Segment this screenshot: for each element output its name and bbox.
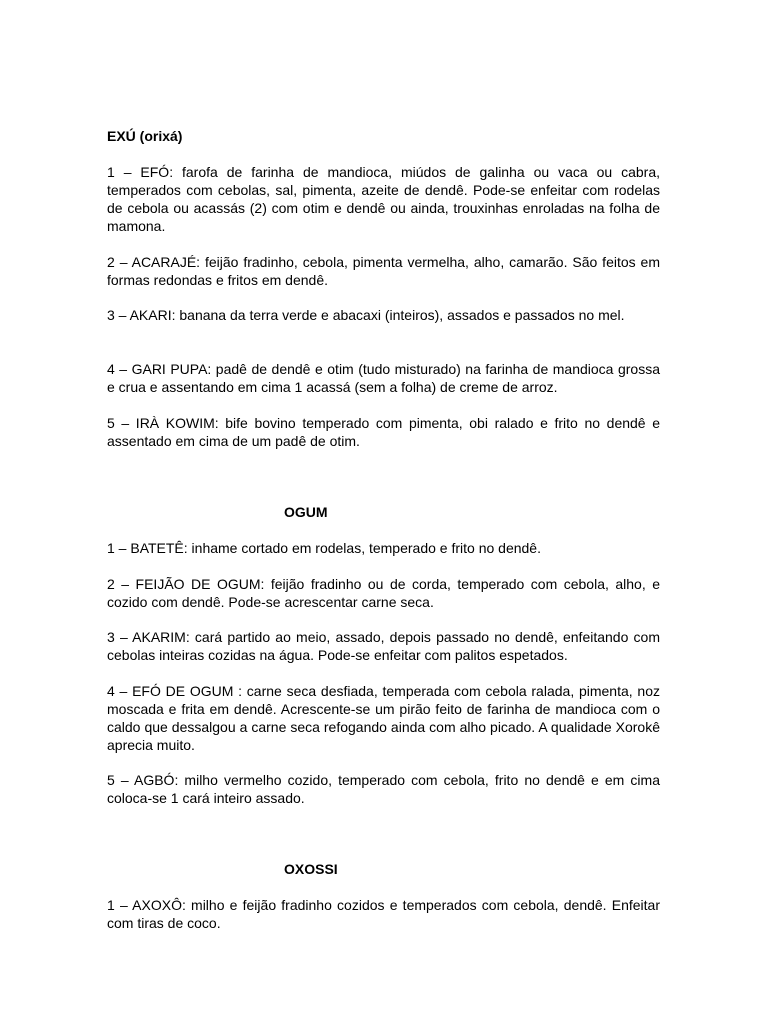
recipe-paragraph: 2 – FEIJÃO DE OGUM: feijão fradinho ou de corda, temperado com cebola, alho, e cozido com dendê. Pode-se acrescentar carne seca. <box>107 576 660 610</box>
recipe-paragraph: 1 – AXOXÔ: milho e feijão fradinho cozidos e temperados com cebola, dendê. Enfeitar com tiras de coco. <box>107 897 660 931</box>
recipe-paragraph: 1 – EFÓ: farofa de farinha de mandioca, miúdos de galinha ou vaca ou cabra, temperados com cebolas, sal, pimenta, azeite de dendê. Pode-se enfeitar com rodelas de cebola ou acassás (2) com otim e dendê ou ainda, trouxinhas enroladas na folha de mamona. <box>107 164 660 234</box>
recipe-paragraph: 3 – AKARIM: cará partido ao meio, assado, depois passado no dendê, enfeitando com cebolas inteiras cozidas na água. Pode-se enfeitar com palitos espetados. <box>107 629 660 663</box>
section-title-exu: EXÚ (orixá) <box>107 128 183 144</box>
section-title-ogum: OGUM <box>284 504 328 520</box>
recipe-paragraph: 4 – EFÓ DE OGUM : carne seca desfiada, temperada com cebola ralada, pimenta, noz moscada e frita em dendê. Acrescente-se um pirão feito de farinha de mandioca com o caldo que dessalgou a carne seca refogando ainda com alho picado. A qualidade Xorokê aprecia muito. <box>107 683 660 753</box>
recipe-paragraph: 5 – AGBÓ: milho vermelho cozido, temperado com cebola, frito no dendê e em cima coloca-se 1 cará inteiro assado. <box>107 772 660 806</box>
recipe-paragraph: 4 – GARI PUPA: padê de dendê e otim (tudo misturado) na farinha de mandioca grossa e crua e assentando em cima 1 acassá (sem a folha) de creme de arroz. <box>107 361 660 395</box>
recipe-paragraph: 3 – AKARI: banana da terra verde e abacaxi (inteiros), assados e passados no mel. <box>107 307 625 323</box>
section-title-oxossi: OXOSSI <box>284 861 338 877</box>
recipe-paragraph: 2 – ACARAJÉ: feijão fradinho, cebola, pimenta vermelha, alho, camarão. São feitos em formas redondas e fritos em dendê. <box>107 254 660 288</box>
recipe-paragraph: 5 – IRÀ KOWIM: bife bovino temperado com pimenta, obi ralado e frito no dendê e assentado em cima de um padê de otim. <box>107 415 660 449</box>
recipe-paragraph: 1 – BATETÊ: inhame cortado em rodelas, temperado e frito no dendê. <box>107 540 541 556</box>
